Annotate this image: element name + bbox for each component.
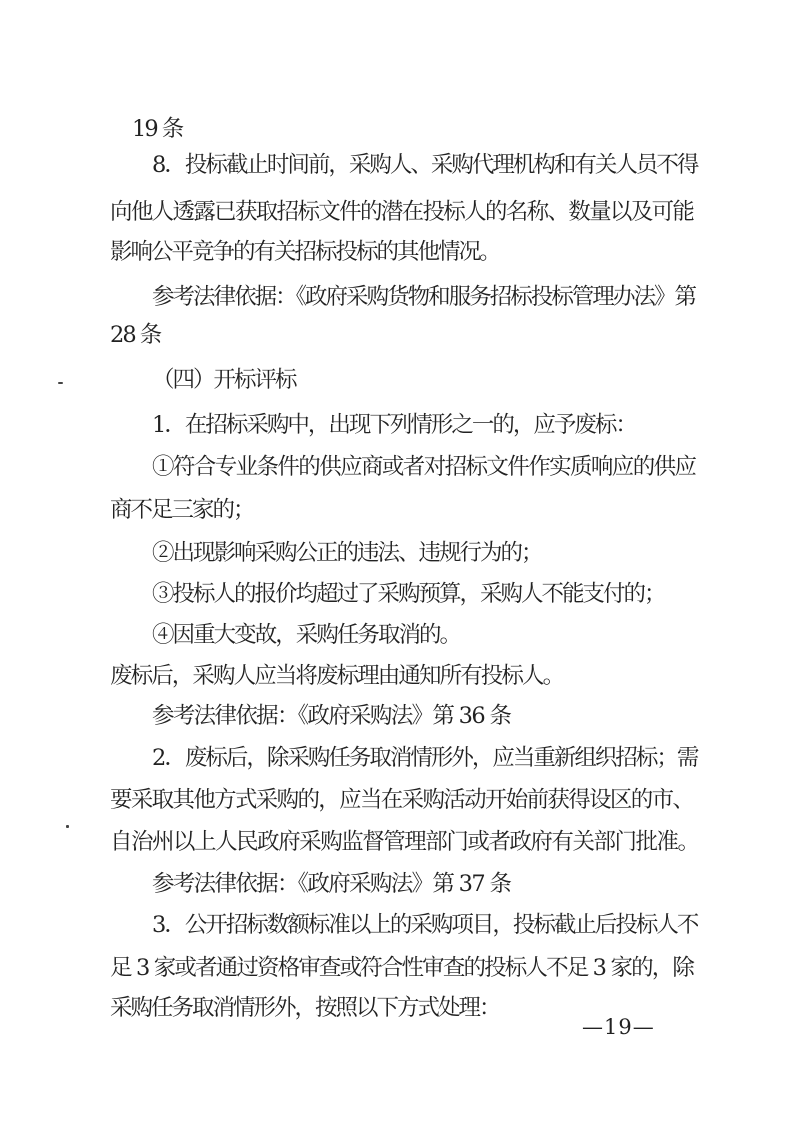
text-line: ②出现影响采购公正的违法、违规行为的； [152, 540, 542, 566]
text-line: 28 条 [110, 322, 161, 348]
text-line: 8．投标截止时间前，采购人、采购代理机构和有关人员不得 [152, 152, 698, 178]
text-line: 向他人透露已获取招标文件的潜在投标人的名称、数量以及可能 [110, 199, 694, 225]
text-line: ①符合专业条件的供应商或者对招标文件作实质响应的供应 [152, 454, 696, 480]
text-line: ④因重大变故，采购任务取消的。 [152, 622, 461, 648]
text-line: 19 条 [132, 116, 183, 142]
text-line: 参考法律依据：《政府采购法》第 37 条 [152, 871, 511, 897]
text-line: （四）开标评标 [152, 367, 296, 393]
text-line: 废标后，采购人应当将废标理由通知所有投标人。 [110, 663, 564, 689]
scan-speck [58, 382, 63, 384]
text-line: 自治州以上人民政府采购监督管理部门或者政府有关部门批准。 [110, 829, 699, 855]
text-line: ③投标人的报价均超过了采购预算，采购人不能支付的； [152, 581, 665, 607]
text-line: 1．在招标采购中，出现下列情形之一的，应予废标： [152, 412, 636, 438]
text-line: 参考法律依据：《政府采购法》第 36 条 [152, 703, 511, 729]
text-line: 采购任务取消情形外，按照以下方式处理： [110, 995, 500, 1021]
text-line: 商不足三家的； [110, 497, 254, 523]
text-line: 要采取其他方式采购的，应当在采购活动开始前获得设区的市、 [110, 787, 694, 813]
text-line: 参考法律依据：《政府采购货物和服务招标投标管理办法》第 [152, 284, 696, 310]
page-number: —19— [582, 1015, 655, 1039]
text-line: 2．废标后，除采购任务取消情形外，应当重新组织招标；需 [152, 745, 698, 771]
text-line: 3．公开招标数额标准以上的采购项目，投标截止后投标人不 [152, 912, 698, 938]
text-line: 影响公平竞争的有关招标投标的其他情况。 [110, 239, 500, 265]
scan-speck [66, 825, 69, 828]
text-line: 足 3 家或者通过资格审查或符合性审查的投标人不足 3 家的，除 [110, 955, 694, 981]
